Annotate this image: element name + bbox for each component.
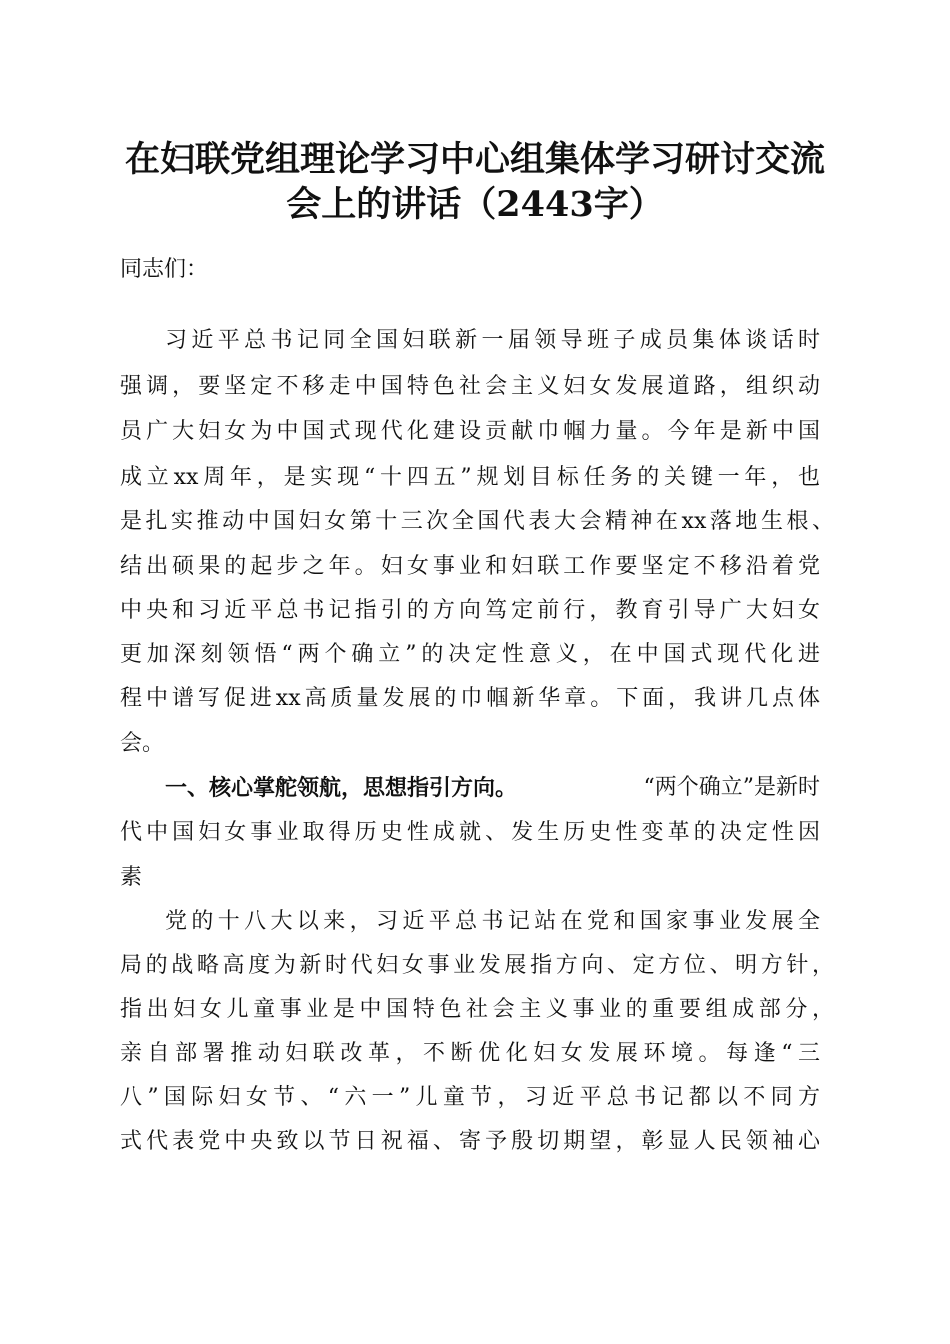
paragraph-line: 强调，要坚定不移走中国特色社会主义妇女发展道路，组织动 [120, 374, 820, 399]
paragraph-line: 程中谱写促进xx高质量发展的巾帼新华章。下面，我讲几点体 [120, 686, 820, 711]
paragraph-line: 局的战略高度为新时代妇女事业发展指方向、定方位、明方针， [120, 953, 834, 978]
paragraph-line: 会。 [120, 731, 165, 756]
paragraph-line: 结出硕果的起步之年。妇女事业和妇联工作要坚定不移沿着党 [120, 554, 820, 579]
document-title-line-1: 在妇联党组理论学习中心组集体学习研讨交流 [124, 139, 825, 180]
paragraph-line: 式代表党中央致以节日祝福、寄予殷切期望，彰显人民领袖心 [120, 1129, 820, 1154]
section-heading: 一、核心掌舵领航，思想指引方向。 [165, 775, 518, 801]
document-title-line-2: 会上的讲话（2443字） [286, 184, 664, 225]
paragraph-line: 习近平总书记同全国妇联新一届领导班子成员集体谈话时 [165, 328, 820, 353]
paragraph-line: 代中国妇女事业取得历史性成就、发生历史性变革的决定性因 [120, 820, 820, 845]
section-heading-line [165, 773, 820, 803]
paragraph-line: 是扎实推动中国妇女第十三次全国代表大会精神在xx落地生根、 [120, 509, 834, 534]
paragraph-line: 成立xx周年，是实现“十四五”规划目标任务的关键一年，也 [120, 465, 820, 490]
paragraph-line: 指出妇女儿童事业是中国特色社会主义事业的重要组成部分， [120, 997, 834, 1022]
paragraph-line: 八”国际妇女节、“六一”儿童节，习近平总书记都以不同方 [120, 1085, 820, 1110]
salutation: 同志们： [120, 257, 209, 282]
paragraph-line: 中央和习近平总书记指引的方向笃定前行，教育引导广大妇女 [120, 598, 820, 623]
paragraph-line: 素 [120, 865, 143, 890]
paragraph-line: “两个确立”是新时 [643, 775, 820, 800]
paragraph-line: 更加深刻领悟“两个确立”的决定性意义，在中国式现代化进 [120, 642, 820, 667]
paragraph-line: 员广大妇女为中国式现代化建设贡献巾帼力量。今年是新中国 [120, 419, 820, 444]
paragraph-line: 党的十八大以来，习近平总书记站在党和国家事业发展全 [165, 909, 820, 934]
paragraph-line: 亲自部署推动妇联改革，不断优化妇女发展环境。每逢“三 [120, 1041, 820, 1066]
